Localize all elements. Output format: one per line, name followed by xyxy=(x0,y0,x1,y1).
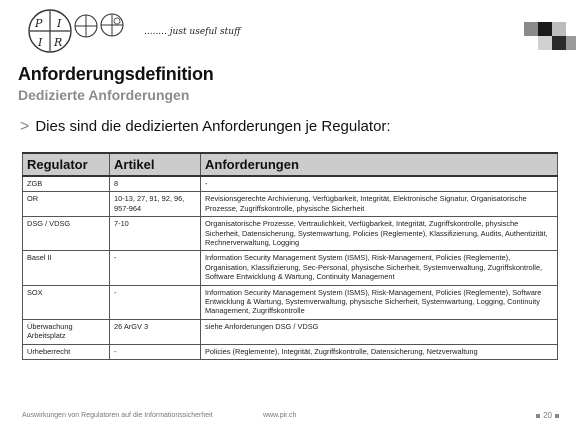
page-marker-right-icon xyxy=(555,414,559,418)
artikel-cell: - xyxy=(110,344,201,359)
artikel-cell: 7-10 xyxy=(110,217,201,251)
tagline: ........ just useful stuff xyxy=(144,27,241,37)
bullet-line xyxy=(20,118,391,136)
artikel-cell: - xyxy=(110,251,201,285)
table-row xyxy=(23,192,558,217)
page-number: 20 xyxy=(543,411,552,420)
anforderungen-cell: Policies (Reglemente), Integrität, Zugriffskontrolle, Datensicherung, Netzverwaltung xyxy=(201,344,558,359)
regulator-cell: OR xyxy=(23,192,110,217)
footer-title: Auswirkungen von Regulatoren auf die Informationssicherheit xyxy=(22,412,213,419)
header-anforderungen: Anforderungen xyxy=(201,153,558,176)
logo-letter-p: P xyxy=(35,17,43,30)
logo-circle-small-2-icon xyxy=(101,14,123,36)
anforderungen-cell: Information Security Management System (ISMS), Risk-Management, Policies (Reglemente), Organisation, Klassifizierung, Sec-Personal, physische Sicherheit, Systemverwaltung, Zugriffskontrolle, Software Entwicklung & Wartung, Continuity Management xyxy=(201,251,558,285)
artikel-cell: - xyxy=(110,285,201,319)
regulator-cell: Überwachung Arbeitsplatz xyxy=(23,319,110,344)
anforderungen-cell: siehe Anforderungen DSG / VDSG xyxy=(201,319,558,344)
logo-letter-i-bottom: I xyxy=(38,36,43,49)
table-row xyxy=(23,344,558,359)
regulator-table xyxy=(22,152,558,360)
table-header-row xyxy=(23,153,558,176)
regulator-cell: Urheberrecht xyxy=(23,344,110,359)
corner-squares-decoration xyxy=(516,0,580,60)
header-regulator: Regulator xyxy=(23,153,110,176)
footer-page-number xyxy=(533,411,562,420)
header-artikel: Artikel xyxy=(110,153,201,176)
logo-letter-r: R xyxy=(54,36,63,49)
logo-letter-i-top: I xyxy=(57,17,62,30)
page-marker-left-icon xyxy=(536,414,540,418)
bullet-chevron-icon: > xyxy=(20,118,30,135)
table-row xyxy=(23,285,558,319)
bullet-text: Dies sind die dedizierten Anforderungen je Regulator: xyxy=(35,118,391,135)
logo-circle-small-1-icon xyxy=(75,15,97,37)
table-row xyxy=(23,217,558,251)
anforderungen-cell: Information Security Management System (ISMS), Risk-Management, Policies (Reglemente), Software Entwicklung & Wartung, Systemverwaltung, physische Sicherheit, Systemwartung, Logging, Continuity Management, Zugriffskontrolle xyxy=(201,285,558,319)
regulator-cell: SOX xyxy=(23,285,110,319)
artikel-cell: 10-13, 27, 91, 92, 96, 957-964 xyxy=(110,192,201,217)
table-row xyxy=(23,176,558,192)
anforderungen-cell: Organisatorische Prozesse, Vertraulichkeit, Verfügbarkeit, Integrität, Zugriffskontrolle, physische Sicherheit, Datensicherung, Systemwartung, Policies (Reglemente), Klassifizierung, Audits, Authentizität, Rechnerverwaltung, Logging xyxy=(201,217,558,251)
regulator-cell: ZGB xyxy=(23,176,110,192)
anforderungen-cell: Revisionsgerechte Archivierung, Verfügbarkeit, Integrität, Elektronische Signatur, Organisatorische Prozesse, Zugriffskontrolle, physische Sicherheit xyxy=(201,192,558,217)
footer-url: www.pir.ch xyxy=(263,412,297,419)
table-row xyxy=(23,251,558,285)
anforderungen-cell: - xyxy=(201,176,558,192)
regulator-cell: Basel II xyxy=(23,251,110,285)
table-row xyxy=(23,319,558,344)
artikel-cell: 26 ArGV 3 xyxy=(110,319,201,344)
artikel-cell: 8 xyxy=(110,176,201,192)
slide-subtitle: Dedizierte Anforderungen xyxy=(18,87,190,103)
slide-title: Anforderungsdefinition xyxy=(18,64,214,84)
regulator-cell: DSG / VDSG xyxy=(23,217,110,251)
